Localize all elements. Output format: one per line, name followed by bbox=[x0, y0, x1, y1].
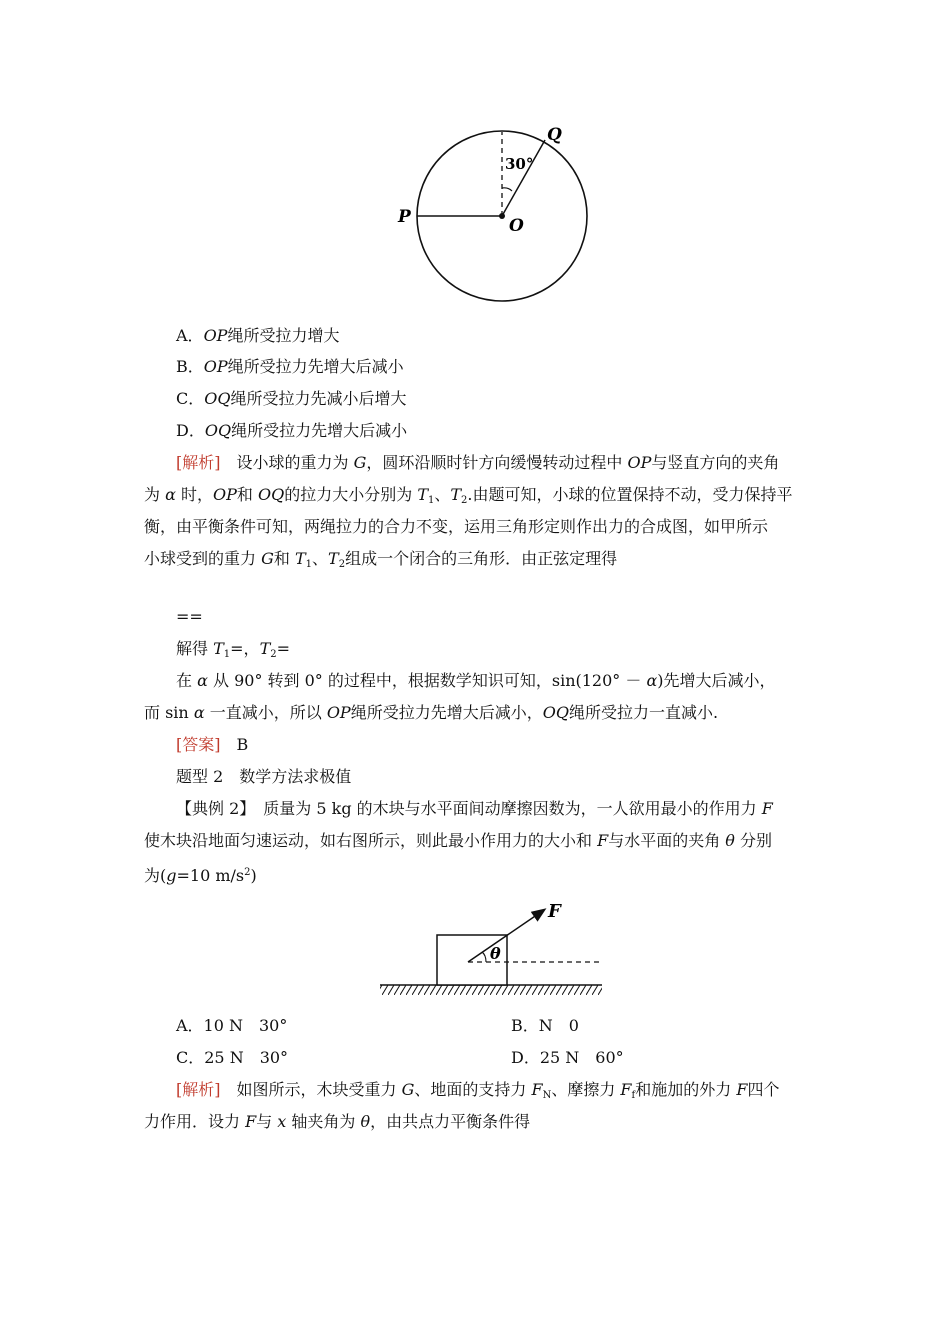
analysis1-line8: 而 sin α 一直减小，所以 OP绳所受拉力先增大后减小，OQ绳所受拉力一直减小. bbox=[144, 703, 719, 722]
answer-value: B bbox=[236, 735, 249, 754]
label-p: P bbox=[398, 207, 411, 227]
option-b: B．OP绳所受拉力先增大后减小 bbox=[176, 357, 404, 376]
answer1 bbox=[176, 735, 248, 755]
analysis1-line1: [解析] 设小球的重力为 G，圆环沿顺时针方向缓慢转动过程中 OP与竖直方向的夹角 bbox=[176, 453, 780, 472]
analysis1-line4: 小球受到的重力 G和 $T_1$、$T_2$组成一个闭合的三角形．由正弦定理得 bbox=[144, 549, 618, 570]
label-o: O bbox=[509, 216, 524, 236]
label-f: F bbox=[548, 901, 561, 922]
analysis-tag: [解析] bbox=[176, 1080, 221, 1099]
option-c: C．OQ绳所受拉力先减小后增大 bbox=[176, 389, 407, 408]
angle-label: 30° bbox=[505, 155, 534, 173]
analysis1-solution: 解得 $T_1=$，$T_2=$ bbox=[176, 639, 291, 660]
analysis1-line3: 衡，由平衡条件可知，两绳拉力的合力不变，运用三角形定则作出力的合成图，如甲所示 bbox=[144, 517, 769, 536]
angle-arc bbox=[502, 188, 512, 191]
answer-tag: [答案] bbox=[176, 735, 221, 754]
analysis1-equation: == bbox=[176, 607, 203, 626]
analysis2-line1: [解析] 如图所示，木块受重力 G、地面的支持力 $F_N$、摩擦力 $F_f$和施加的外力 F四个 bbox=[176, 1080, 780, 1101]
example-tag: 【典例 2】 bbox=[176, 799, 248, 818]
label-theta: θ bbox=[490, 944, 501, 963]
example2-line3: 为(g=10 $m/s^2$) bbox=[144, 866, 257, 885]
option2-a: A．10 N 30° bbox=[176, 1016, 288, 1035]
example2-line1: 【典例 2】 质量为 5 kg 的木块与水平面间动摩擦因数为，一人欲用最小的作用力 F bbox=[176, 799, 773, 818]
circle-figure bbox=[380, 118, 600, 310]
analysis-tag: [解析] bbox=[176, 453, 221, 472]
option2-d: D．25 N 60° bbox=[511, 1048, 624, 1067]
option-a: A．OP绳所受拉力增大 bbox=[176, 326, 340, 345]
analysis2-line2: 力作用．设力 F与 x 轴夹角为 θ，由共点力平衡条件得 bbox=[144, 1112, 531, 1131]
analysis1-line7: 在 α 从 90° 转到 0° 的过程中，根据数学知识可知，sin(120° － α)先增大后减小， bbox=[176, 671, 776, 690]
option-d: D．OQ绳所受拉力先增大后减小 bbox=[176, 421, 408, 440]
ground-hatch bbox=[380, 985, 602, 995]
rope-oq bbox=[502, 140, 545, 216]
option2-c: C．25 N 30° bbox=[176, 1048, 289, 1067]
label-q: Q bbox=[547, 125, 562, 145]
block-figure bbox=[376, 895, 606, 1000]
topic2-heading: 题型 2 数学方法求极值 bbox=[176, 767, 352, 786]
example2-line2: 使木块沿地面匀速运动，如右图所示，则此最小作用力的大小和 F与水平面的夹角 θ 分别 bbox=[144, 831, 773, 850]
analysis1-line2: 为 α 时，OP和 OQ的拉力大小分别为 $T_1$、$T_2$.由题可知，小球的位置保持不动，受力保持平 bbox=[144, 485, 793, 506]
option2-b: B．N 0 bbox=[511, 1016, 579, 1035]
point-o bbox=[499, 213, 505, 219]
